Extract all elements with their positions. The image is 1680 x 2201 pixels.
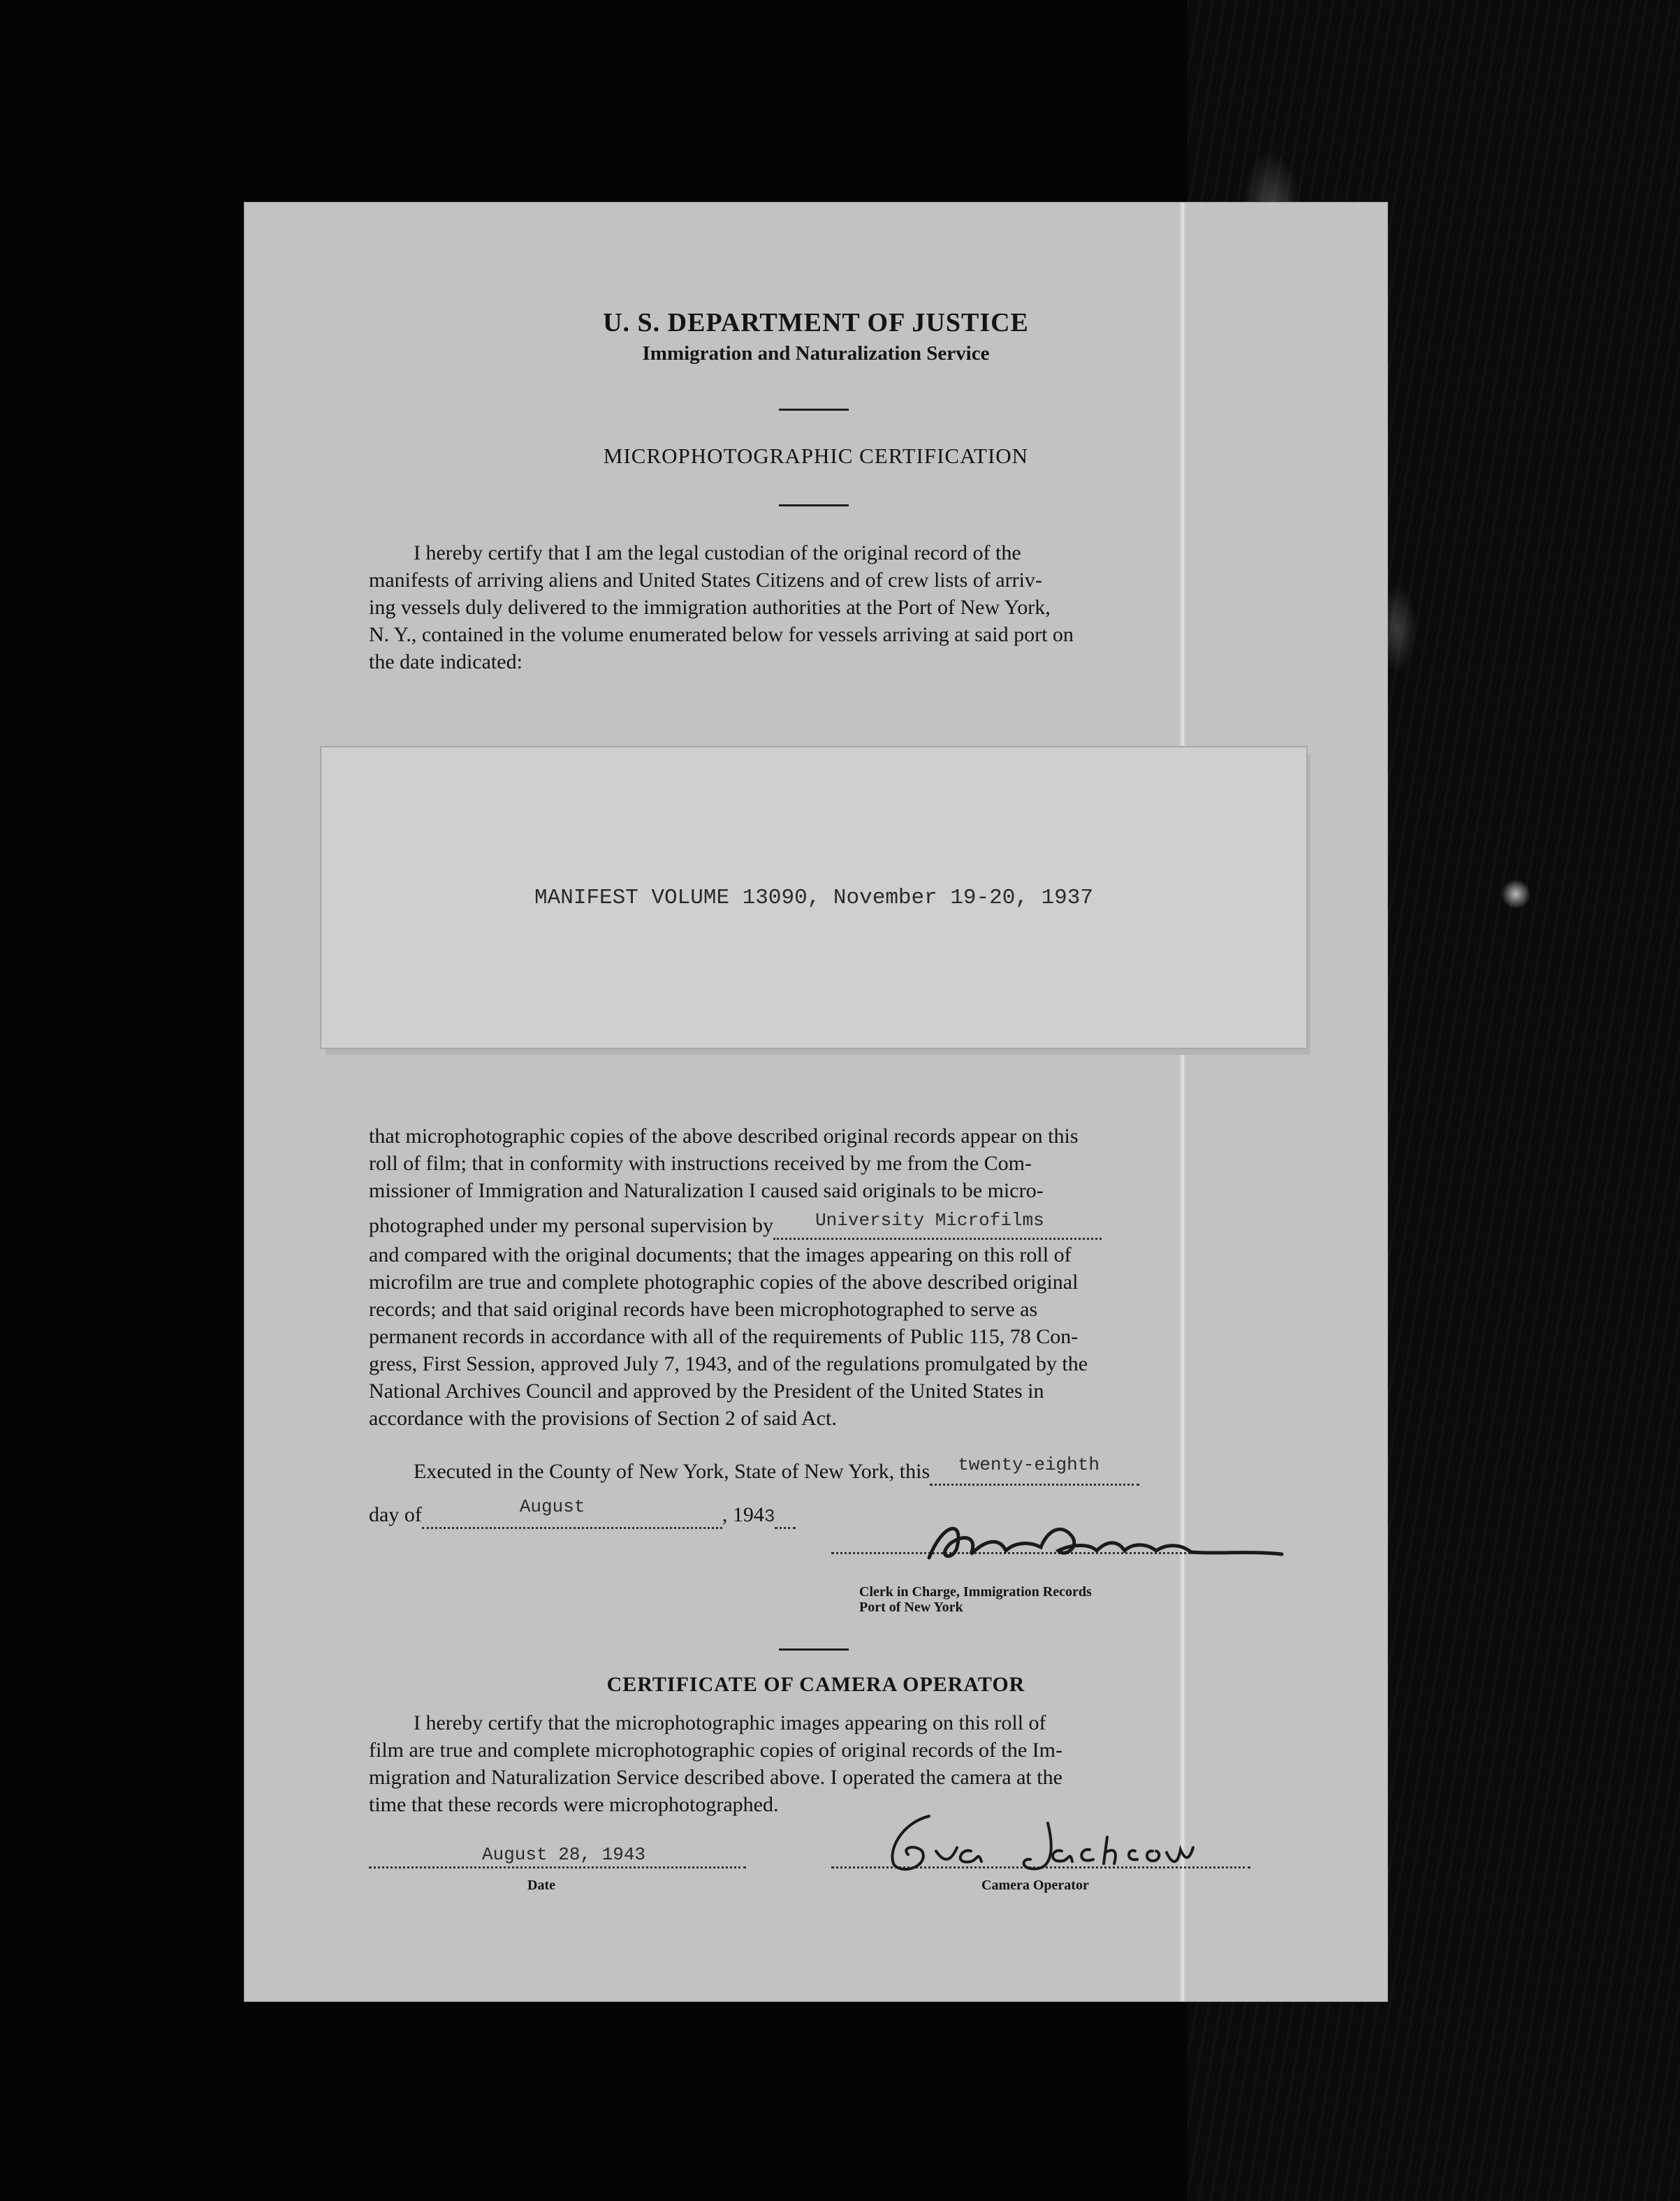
manifest-slip bbox=[321, 747, 1306, 1048]
month-fill bbox=[422, 1496, 722, 1529]
date-line bbox=[369, 1865, 746, 1869]
camera-operator-title: CERTIFICATE OF CAMERA OPERATOR bbox=[606, 1673, 1025, 1696]
year-digit: 3 bbox=[764, 1506, 775, 1527]
manifest-volume-text: MANIFEST VOLUME 13090, November 19-20, 1937 bbox=[534, 885, 1093, 910]
body-line: missioner of Immigration and Naturalization I caused said originals to be micro- bbox=[369, 1179, 1044, 1202]
executed-day-fill bbox=[930, 1454, 1139, 1486]
signer-title: Clerk in Charge, Immigration Records bbox=[859, 1584, 1092, 1600]
body-line: microfilm are true and complete photographic copies of the above described original bbox=[369, 1271, 1079, 1294]
body-line: permanent records in accordance with all of the requirements of Public 115, 78 Con- bbox=[369, 1325, 1079, 1348]
service-subtitle: Immigration and Naturalization Service bbox=[642, 342, 990, 365]
body-line: records; and that said original records have been microphotographed to serve as bbox=[369, 1298, 1038, 1321]
camera-line: migration and Naturalization Service described above. I operated the camera at the bbox=[369, 1766, 1062, 1789]
camera-line: time that these records were microphotographed. bbox=[369, 1793, 779, 1816]
body-line: and compared with the original documents; that the images appearing on this roll of bbox=[369, 1243, 1072, 1266]
body-line: roll of film; that in conformity with instructions received by me from the Com- bbox=[369, 1152, 1032, 1175]
paper-crease bbox=[1179, 203, 1186, 2001]
divider-bottom bbox=[779, 1648, 849, 1651]
intro-line: I hereby certify that I am the legal custodian of the original record of the bbox=[414, 541, 1021, 564]
executed-line bbox=[414, 1454, 1139, 1486]
certification-title: MICROPHOTOGRAPHIC CERTIFICATION bbox=[603, 444, 1029, 468]
intro-line: ing vessels duly delivered to the immigration authorities at the Port of New York, bbox=[369, 596, 1051, 619]
signer-location: Port of New York bbox=[859, 1600, 963, 1615]
camera-line: film are true and complete microphotographic copies of original records of the Im- bbox=[369, 1739, 1062, 1762]
intro-line: manifests of arriving aliens and United States Citizens and of crew lists of arriv- bbox=[369, 569, 1042, 592]
supervision-line bbox=[369, 1210, 1102, 1240]
divider-top bbox=[779, 409, 849, 411]
body-line: National Archives Council and approved by the President of the United States in bbox=[369, 1380, 1044, 1403]
day-of-prefix: day of bbox=[369, 1503, 422, 1526]
supervision-value: University Microfilms bbox=[815, 1210, 1044, 1231]
year-prefix: , 194 bbox=[722, 1503, 764, 1526]
intro-line: the date indicated: bbox=[369, 650, 523, 673]
executed-prefix: Executed in the County of New York, State of New York, this bbox=[414, 1460, 930, 1483]
month-value: August bbox=[519, 1496, 585, 1517]
certificate-page bbox=[244, 203, 1387, 2001]
body-line: that microphotographic copies of the above described original records appear on this bbox=[369, 1125, 1079, 1148]
date-label: Date bbox=[527, 1878, 555, 1893]
body-line: accordance with the provisions of Section 2 of said Act. bbox=[369, 1407, 837, 1430]
department-title: U. S. DEPARTMENT OF JUSTICE bbox=[603, 308, 1029, 337]
body-line: gress, First Session, approved July 7, 1943, and of the regulations promulgated by the bbox=[369, 1352, 1088, 1375]
operator-label: Camera Operator bbox=[981, 1878, 1089, 1893]
camera-line: I hereby certify that the microphotographic images appearing on this roll of bbox=[414, 1711, 1046, 1734]
intro-line: N. Y., contained in the volume enumerated below for vessels arriving at said port on bbox=[369, 623, 1074, 646]
day-of-line bbox=[369, 1496, 796, 1529]
date-value: August 28, 1943 bbox=[482, 1844, 646, 1865]
executed-day-value: twenty-eighth bbox=[958, 1454, 1100, 1475]
supervision-fill bbox=[773, 1210, 1102, 1240]
operator-signature-image bbox=[873, 1809, 1195, 1879]
clerk-signature-image bbox=[922, 1516, 1285, 1572]
supervision-prefix: photographed under my personal supervision by bbox=[369, 1214, 774, 1237]
divider-middle bbox=[779, 504, 849, 506]
